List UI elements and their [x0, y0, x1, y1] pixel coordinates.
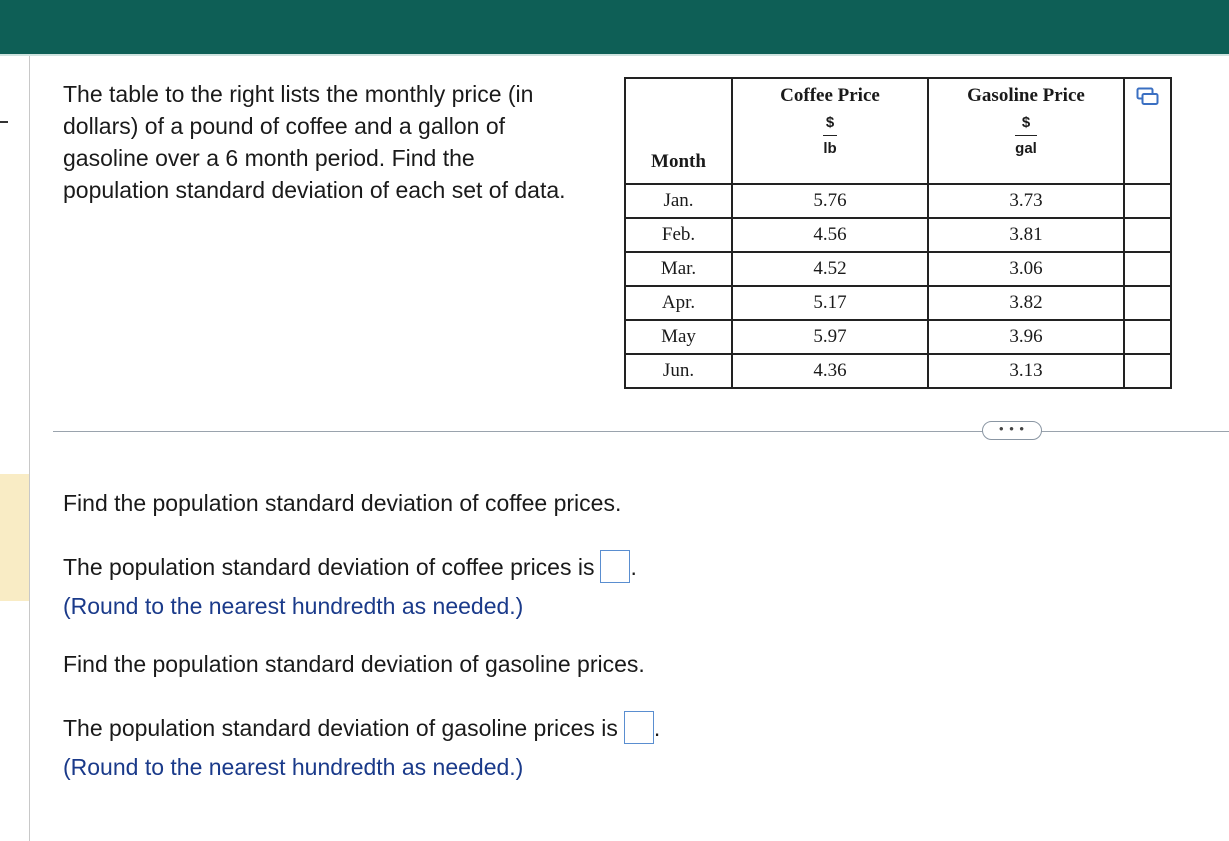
table-header-row	[625, 78, 1171, 184]
table-row	[625, 218, 1171, 252]
empty-cell	[1124, 218, 1171, 252]
gasoline-cell: 3.13	[928, 354, 1124, 388]
part2-hint: (Round to the nearest hundredth as needed.)	[63, 754, 524, 780]
coffee-unit	[823, 113, 837, 159]
month-cell: Jun.	[625, 354, 732, 388]
coffee-cell: 4.56	[732, 218, 928, 252]
gasoline-cell: 3.06	[928, 252, 1124, 286]
part2-answer-line	[63, 713, 660, 746]
copy-icon[interactable]	[1136, 87, 1160, 113]
empty-cell	[1124, 320, 1171, 354]
question-text: The table to the right lists the monthly price (in dollars) of a pound of coffee and a gallon of gasoline over a 6 month period. Find the population standard deviation of each set of data.	[63, 81, 566, 203]
gasoline-unit-numerator: $	[1015, 113, 1037, 136]
part2-period: .	[653, 715, 661, 741]
top-header-bar	[0, 0, 1229, 54]
active-part-indicator	[0, 474, 29, 601]
gasoline-answer-input[interactable]	[624, 711, 654, 744]
month-header: Month	[625, 78, 732, 184]
coffee-cell: 5.76	[732, 184, 928, 218]
part2-answer-text: The population standard deviation of gasoline prices is	[63, 715, 618, 741]
month-cell: Jan.	[625, 184, 732, 218]
coffee-unit-denominator: lb	[823, 140, 837, 157]
more-options-button[interactable]: • • •	[982, 421, 1042, 440]
section-divider	[53, 431, 1229, 432]
empty-cell	[1124, 184, 1171, 218]
coffee-header	[732, 78, 928, 184]
month-cell: Apr.	[625, 286, 732, 320]
table-row	[625, 320, 1171, 354]
dash-marker	[0, 121, 8, 123]
coffee-cell: 4.36	[732, 354, 928, 388]
part2-prompt: Find the population standard deviation of gasoline prices.	[63, 651, 645, 677]
part1-answer-text: The population standard deviation of coffee prices is	[63, 554, 595, 580]
gasoline-unit-denominator: gal	[1015, 140, 1037, 157]
part1-hint: (Round to the nearest hundredth as needed.)	[63, 593, 524, 619]
gasoline-unit	[1015, 113, 1037, 159]
empty-cell	[1124, 286, 1171, 320]
gasoline-cell: 3.81	[928, 218, 1124, 252]
month-cell: Mar.	[625, 252, 732, 286]
table-row	[625, 184, 1171, 218]
coffee-cell: 5.97	[732, 320, 928, 354]
part1-period: .	[630, 554, 637, 580]
gasoline-cell: 3.96	[928, 320, 1124, 354]
price-table	[624, 77, 1172, 389]
coffee-unit-numerator: $	[823, 113, 837, 136]
gasoline-cell: 3.73	[928, 184, 1124, 218]
left-divider	[29, 56, 30, 841]
coffee-cell: 4.52	[732, 252, 928, 286]
coffee-cell: 5.17	[732, 286, 928, 320]
coffee-header-title: Coffee Price	[780, 85, 880, 106]
empty-cell	[1124, 252, 1171, 286]
gasoline-header-title: Gasoline Price	[967, 85, 1085, 106]
gasoline-header	[928, 78, 1124, 184]
part1-answer-line	[63, 552, 637, 585]
empty-cell	[1124, 354, 1171, 388]
table-row	[625, 354, 1171, 388]
part1-prompt: Find the population standard deviation of coffee prices.	[63, 490, 622, 516]
month-cell: Feb.	[625, 218, 732, 252]
table-row	[625, 252, 1171, 286]
table-row	[625, 286, 1171, 320]
month-cell: May	[625, 320, 732, 354]
copy-cell	[1124, 78, 1171, 184]
gasoline-cell: 3.82	[928, 286, 1124, 320]
header-underline	[0, 54, 1229, 56]
coffee-answer-input[interactable]	[600, 550, 630, 583]
